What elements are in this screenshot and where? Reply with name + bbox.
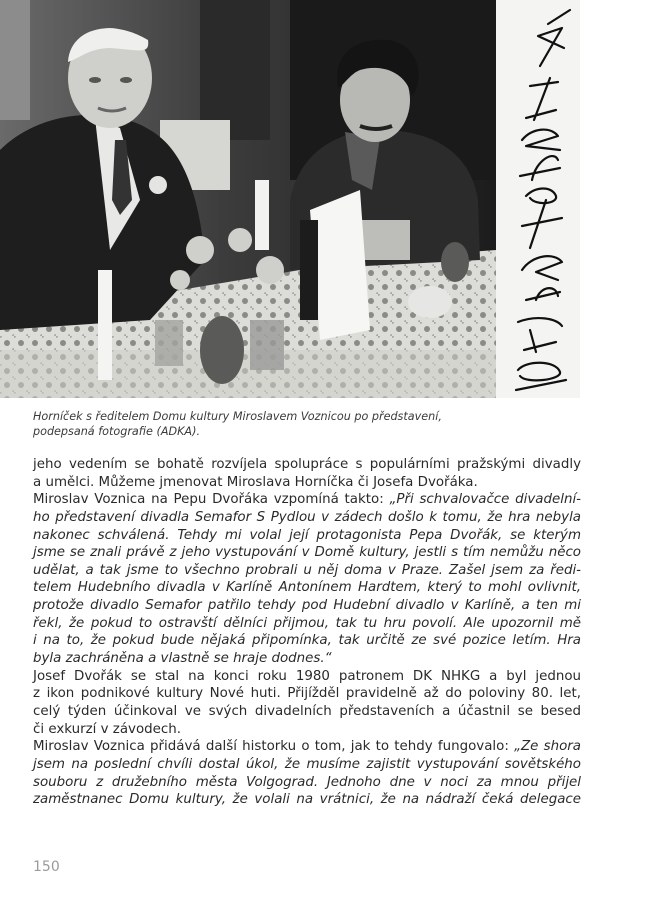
text-span: řekl, že pokud to ostravští dělníci přijmou, tak tu hru povolí. Ale upozornil mě xyxy=(33,615,581,631)
text-span: jsme se znali právě z jeho vystupování v Domě kultury, jestli s tím nemůžu něco xyxy=(33,545,581,561)
text-line xyxy=(33,668,581,686)
text-span: byla zachráněna a vlastně se hraje dodnes.“ xyxy=(33,651,332,667)
text-span: nakonec schválená. Tehdy mi volal její protagonista Pepa Dvořák, se kterým xyxy=(33,527,581,543)
text-span: jsem na poslední chvíli dostal úkol, že musíme zajistit vystupování sovětského xyxy=(33,756,581,772)
caption-line: podepsaná fotografie (ADKA). xyxy=(33,424,200,438)
text-line xyxy=(33,527,581,545)
text-span: celý týden účinkoval ve svých divadelních představeních a účastnil se besed xyxy=(33,703,581,719)
text-span-italic: „Při schvalovačce divadelní- xyxy=(389,492,581,508)
text-span: jeho vedením se bohatě rozvíjela spolupráce s populárními pražskými divadly xyxy=(33,457,581,472)
text-line xyxy=(33,597,581,615)
text-line xyxy=(33,738,581,756)
text-line xyxy=(33,562,581,580)
text-span: udělat, a tak jsme to všechno probrali u něj doma v Praze. Zašel jsem za ředi- xyxy=(33,562,581,578)
text-line xyxy=(33,579,581,597)
text-line xyxy=(33,721,581,739)
text-line xyxy=(33,474,581,492)
text-line xyxy=(33,544,581,562)
text-span: či exkurzí v závodech. xyxy=(33,721,181,737)
text-span: i na to, že pokud bude nějaká připomínka, tak určitě ze své pozice letím. Hra xyxy=(33,633,581,649)
text-line xyxy=(33,650,581,668)
text-line xyxy=(33,774,581,792)
text-line xyxy=(33,491,581,509)
caption-line: Horníček s ředitelem Domu kultury Miroslavem Voznicou po představení, xyxy=(33,410,442,423)
text-span: Josef Dvořák se stal na konci roku 1980 patronem DK NHKG a byl jednou xyxy=(33,668,581,684)
figure-caption xyxy=(33,410,553,439)
text-span: z ikon podnikové kultury Nové huti. Přijížděl pravidelně až do poloviny 80. let, xyxy=(33,686,581,702)
text-line xyxy=(33,791,581,809)
text-line xyxy=(33,685,581,703)
text-span: Miroslav Voznica přidává další historku o tom, jak to tehdy fungovalo: xyxy=(33,739,515,755)
text-span: a umělci. Můžeme jmenovat Miroslava Horníčka či Josefa Dvořáka. xyxy=(33,474,478,490)
text-span: zaměstnanec Domu kultury, že volali na vrátnici, že na nádraží čeká delegace xyxy=(33,792,581,808)
text-line xyxy=(33,632,581,650)
text-span: protože divadlo Semafor patřilo tehdy pod Hudební divadlo v Karlíně, a ten mi xyxy=(33,598,581,614)
text-line xyxy=(33,456,581,474)
page-number: 150 xyxy=(33,859,60,875)
body-text xyxy=(33,456,581,809)
autograph-signature xyxy=(496,0,580,398)
text-span: Miroslav Voznica na Pepu Dvořáka vzpomíná takto: xyxy=(33,492,390,508)
text-span: souboru z družebního města Volgograd. Jednoho dne v noci za mnou přijel xyxy=(33,774,581,790)
photograph xyxy=(0,0,496,398)
text-span-italic: „Ze shora xyxy=(514,739,581,755)
text-line xyxy=(33,509,581,527)
text-line xyxy=(33,615,581,633)
text-span: ho představení divadla Semafor S Pydlou v zádech došlo k tomu, že hra nebyla xyxy=(33,509,581,525)
text-span: telem Hudebního divadla v Karlíně Antonínem Hardtem, který to mohl ovlivnit, xyxy=(33,580,581,596)
text-line xyxy=(33,703,581,721)
text-line xyxy=(33,756,581,774)
